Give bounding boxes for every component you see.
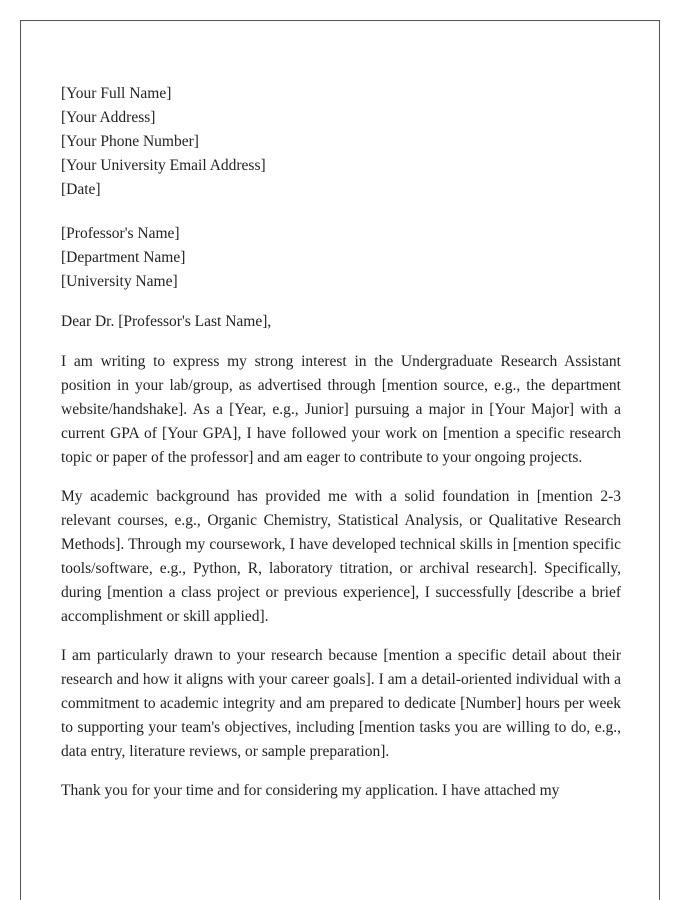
sender-phone: [Your Phone Number]: [61, 133, 199, 150]
recipient-department: [Department Name]: [61, 249, 186, 266]
salutation: Dear Dr. [Professor's Last Name],: [61, 313, 272, 330]
recipient-university: [University Name]: [61, 273, 178, 290]
recipient-professor-name: [Professor's Name]: [61, 225, 180, 242]
letter-content: [61, 82, 621, 818]
letter-page: [20, 20, 660, 900]
sender-block: [61, 82, 621, 202]
body-paragraph-3: I am particularly drawn to your research because [mention a specific detail about their research and how it aligns with your career goals]. I am a detail-oriented individual with a commitment to academic integrity and am prepared to dedicate [Number] hours per week to supporting your team's objectives, including [mention tasks you are willing to do, e.g., data entry, literature reviews, or sample preparation].: [61, 647, 621, 760]
recipient-block: [61, 222, 621, 294]
body-paragraph-4: Thank you for your time and for considering my application. I have attached my: [61, 782, 560, 799]
body-paragraph-1: I am writing to express my strong interest in the Undergraduate Research Assistant position in your lab/group, as advertised through [mention source, e.g., the department website/handshake]. As a [Year, e.g., Junior] pursuing a major in [Your Major] with a current GPA of [Your GPA], I have followed your work on [mention a specific research topic or paper of the professor] and am eager to contribute to your ongoing projects.: [61, 353, 621, 466]
sender-full-name: [Your Full Name]: [61, 85, 172, 102]
sender-address: [Your Address]: [61, 109, 156, 126]
sender-email: [Your University Email Address]: [61, 157, 266, 174]
body-paragraph-2: My academic background has provided me with a solid foundation in [mention 2-3 relevant courses, e.g., Organic Chemistry, Statistical Analysis, or Qualitative Research Methods]. Through my coursework, I have developed technical skills in [mention specific tools/software, e.g., Python, R, laboratory titration, or archival research]. Specifically, during [mention a class project or previous experience], I successfully [describe a brief accomplishment or skill applied].: [61, 488, 621, 625]
letter-date: [Date]: [61, 181, 101, 198]
